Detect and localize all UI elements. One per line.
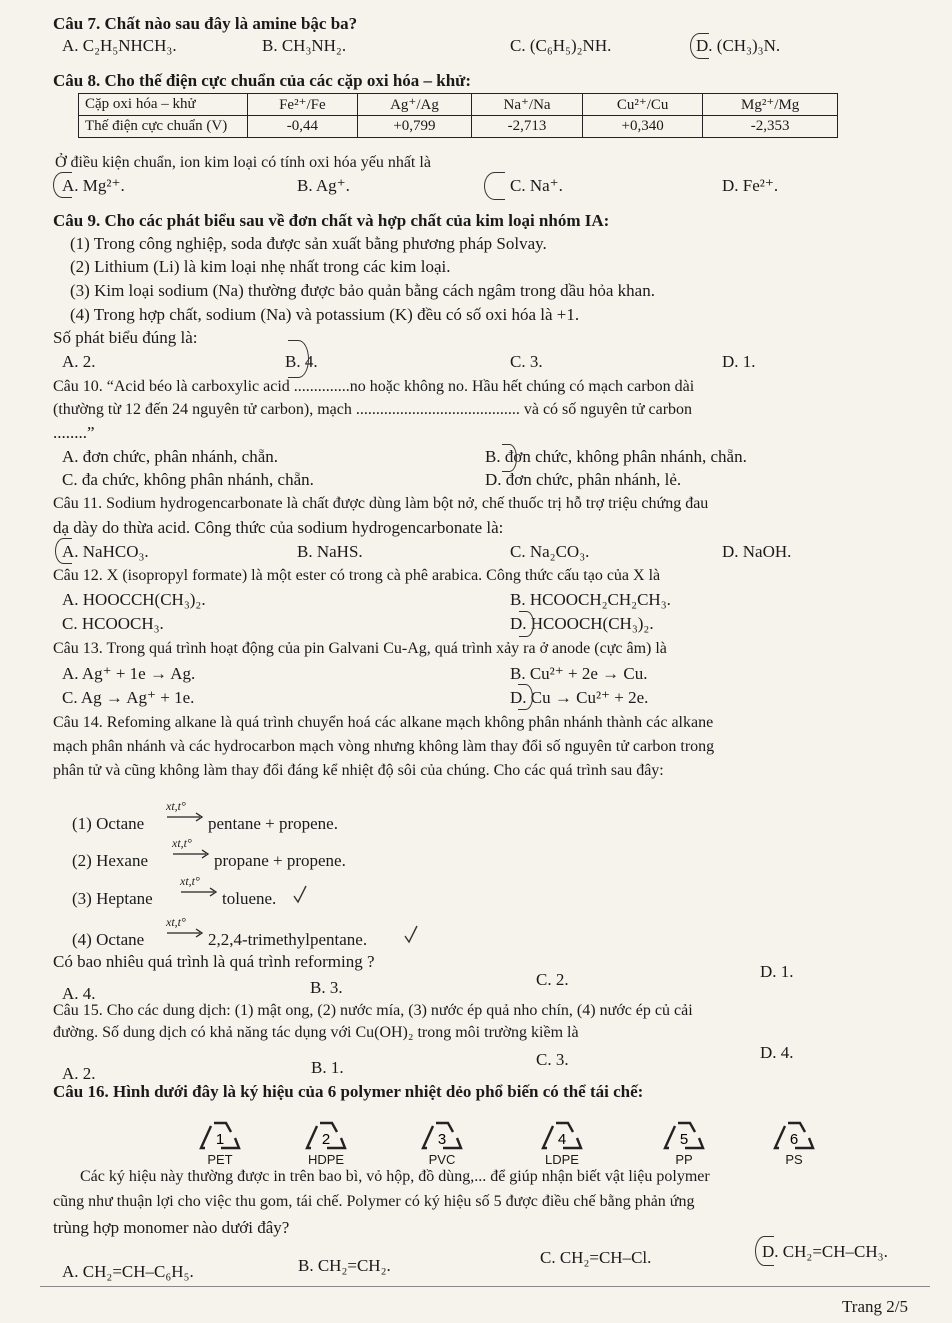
q14-process-1-reactant: (1) Octane xyxy=(72,814,145,833)
recycle-triangle-icon xyxy=(303,1118,349,1154)
q9-option-d[interactable]: D. 1. xyxy=(722,352,756,371)
q16-line-3: trùng hợp monomer nào dưới đây? xyxy=(53,1218,290,1237)
q8-option-c[interactable]: C. Na⁺. xyxy=(510,176,563,195)
symbol-number: 4 xyxy=(557,1131,567,1148)
q8-question: Ở điều kiện chuẩn, ion kim loại có tính oxi hóa yếu nhất là xyxy=(55,154,431,171)
table-cell: -0,44 xyxy=(248,116,358,138)
symbol-label: HDPE xyxy=(307,1152,345,1167)
table-cell: Ag⁺/Ag xyxy=(357,94,471,116)
table-cell: Mg²⁺/Mg xyxy=(703,94,838,116)
symbol-label: PET xyxy=(207,1152,233,1167)
arrow-icon xyxy=(166,808,204,828)
q13-stem: Câu 13. Trong quá trình hoạt động của pin Galvani Cu-Ag, quá trình xảy ra ở anode (cực âm) là xyxy=(53,640,667,657)
q9-option-c[interactable]: C. 3. xyxy=(510,352,543,371)
q15-line-1: Câu 15. Cho các dung dịch: (1) mật ong, (2) nước mía, (3) nước ép quả nho chín, (4) nước ép củ cải xyxy=(53,1002,693,1019)
q14-option-a[interactable]: A. 4. xyxy=(62,984,96,1003)
q11-option-b[interactable]: B. NaHS. xyxy=(297,542,363,561)
q9-option-a[interactable]: A. 2. xyxy=(62,352,96,371)
q10-option-b[interactable]: B. đơn chức, không phân nhánh, chẵn. xyxy=(485,447,747,466)
q11-option-d[interactable]: D. NaOH. xyxy=(722,542,792,561)
arrow-icon xyxy=(166,924,204,944)
q14-process-4-reactant: (4) Octane xyxy=(72,930,145,949)
recycle-symbol-pet xyxy=(190,1118,250,1167)
q7-option-d[interactable]: D. (CH₃)₃N. xyxy=(696,36,781,55)
recycle-triangle-icon xyxy=(661,1118,707,1154)
q11-option-a[interactable]: A. NaHCO₃. xyxy=(62,542,149,561)
footer-divider xyxy=(40,1286,930,1287)
arrow-icon xyxy=(180,883,218,903)
q14-line-3: phân tử và cũng không làm thay đổi đáng kể nhiệt độ sôi của chúng. Cho các quá trình sau đây: xyxy=(53,762,664,779)
table-cell: Cu²⁺/Cu xyxy=(582,94,702,116)
recycle-symbol-pp xyxy=(654,1118,714,1167)
symbol-number: 5 xyxy=(679,1131,689,1148)
electrode-potential-table xyxy=(78,93,838,138)
checkmark-icon xyxy=(292,884,308,909)
q10-option-a[interactable]: A. đơn chức, phân nhánh, chẵn. xyxy=(62,447,279,466)
q10-answer-mark xyxy=(502,444,517,472)
recycle-triangle-icon xyxy=(419,1118,465,1154)
q16-option-c[interactable]: C. CH₂=CH–Cl. xyxy=(540,1248,652,1267)
table-cell: -2,353 xyxy=(703,116,838,138)
arrow-icon xyxy=(172,845,210,865)
q8-option-d[interactable]: D. Fe²⁺. xyxy=(722,176,779,195)
symbol-number: 2 xyxy=(321,1131,331,1148)
q16-option-a[interactable]: A. CH₂=CH–C₆H₅. xyxy=(62,1262,194,1281)
table-row xyxy=(79,116,838,138)
q15-option-c[interactable]: C. 3. xyxy=(536,1050,569,1069)
q7-stem: Câu 7. Chất nào sau đây là amine bậc ba? xyxy=(53,14,358,33)
symbol-label: LDPE xyxy=(545,1152,579,1167)
table-header-cell: Cặp oxi hóa – khử xyxy=(79,94,248,116)
q7-answer-mark xyxy=(690,33,709,59)
q8-option-b[interactable]: B. Ag⁺. xyxy=(297,176,350,195)
recycle-symbol-pvc xyxy=(412,1118,472,1167)
q16-answer-mark xyxy=(755,1236,774,1266)
symbol-label: PS xyxy=(785,1152,803,1167)
q8-stem: Câu 8. Cho thế điện cực chuẩn của các cặp oxi hóa – khử: xyxy=(53,71,472,90)
q16-line-1: Các ký hiệu này thường được in trên bao bì, vỏ hộp, đồ dùng,... để giúp nhận biết vật liệu polymer xyxy=(80,1168,710,1185)
q16-option-d[interactable]: D. CH₂=CH–CH₃. xyxy=(762,1242,888,1261)
q10-line-1: Câu 10. “Acid béo là carboxylic acid ..............no hoặc không no. Hầu hết chúng có mạch carbon dài xyxy=(53,378,695,395)
page-number: Trang 2/5 xyxy=(842,1297,908,1316)
table-cell: +0,799 xyxy=(357,116,471,138)
q10-option-d[interactable]: D. đơn chức, phân nhánh, lẻ. xyxy=(485,470,682,489)
checkmark-icon xyxy=(403,924,419,949)
q11-option-c[interactable]: C. Na₂CO₃. xyxy=(510,542,590,561)
reaction-condition: xt,t° xyxy=(166,915,186,929)
q14-line-2: mạch phân nhánh và các hydrocarbon mạch vòng nhưng không làm thay đổi số nguyên tử carbon trong xyxy=(53,738,715,755)
recycle-symbol-hdpe xyxy=(296,1118,356,1167)
q14-process-3-reactant: (3) Heptane xyxy=(72,889,153,908)
recycle-triangle-icon xyxy=(771,1118,817,1154)
q12-stem: Câu 12. X (isopropyl formate) là một ester có trong cà phê arabica. Công thức cấu tạo của X là xyxy=(53,567,661,584)
table-cell: +0,340 xyxy=(582,116,702,138)
q8-mark xyxy=(484,172,505,200)
q14-process-2-products: propane + propene. xyxy=(214,851,346,870)
q9-statement-4: (4) Trong hợp chất, sodium (Na) và potassium (K) đều có số oxi hóa là +1. xyxy=(70,305,580,324)
q14-option-b[interactable]: B. 3. xyxy=(310,978,343,997)
q14-process-2-reactant: (2) Hexane xyxy=(72,851,148,870)
q14-question: Có bao nhiêu quá trình là quá trình reforming ? xyxy=(53,952,375,971)
q12-option-a[interactable]: A. HOOCCH(CH₃)₂. xyxy=(62,590,206,609)
recycle-triangle-icon xyxy=(539,1118,585,1154)
q9-count: Số phát biểu đúng là: xyxy=(53,328,198,347)
reaction-condition: xt,t° xyxy=(166,799,186,813)
table-cell: Fe²⁺/Fe xyxy=(248,94,358,116)
table-row xyxy=(79,94,838,116)
q12-option-d[interactable]: D. HCOOCH(CH₃)₂. xyxy=(510,614,654,633)
q14-process-1-products: pentane + propene. xyxy=(208,814,338,833)
q15-line-2: đường. Số dung dịch có khả năng tác dụng với Cu(OH)₂ trong môi trường kiềm là xyxy=(53,1024,579,1041)
q8-mark xyxy=(53,172,72,198)
q13-answer-mark xyxy=(518,684,533,710)
q13-option-b[interactable]: B. Cu²⁺ + 2e → Cu. xyxy=(510,664,648,683)
q7-option-b[interactable]: B. CH₃NH₂. xyxy=(262,36,347,55)
q15-option-d[interactable]: D. 4. xyxy=(760,1043,794,1062)
q7-option-a[interactable]: A. C₂H₅NHCH₃. xyxy=(62,36,177,55)
q14-process-4-products: 2,2,4-trimethylpentane. xyxy=(208,930,368,949)
q10-option-c[interactable]: C. đa chức, không phân nhánh, chẵn. xyxy=(62,470,314,489)
q16-option-b[interactable]: B. CH₂=CH₂. xyxy=(298,1256,391,1275)
q16-stem xyxy=(53,1082,643,1102)
q8-option-a[interactable]: A. Mg²⁺. xyxy=(62,176,125,195)
q9-option-b[interactable]: B. 4. xyxy=(285,352,318,371)
q12-answer-mark xyxy=(519,611,534,637)
symbol-number: 6 xyxy=(789,1131,799,1148)
q9-statement-1: (1) Trong công nghiệp, soda được sản xuất bằng phương pháp Solvay. xyxy=(70,234,547,253)
recycle-symbol-ldpe xyxy=(532,1118,592,1167)
q11-line-1: Câu 11. Sodium hydrogencarbonate là chất được dùng làm bột nở, chế thuốc trị hỗ trợ triệu chứng đau xyxy=(53,495,709,512)
q13-option-c[interactable]: C. Ag → Ag⁺ + 1e. xyxy=(62,688,195,707)
symbol-number: 3 xyxy=(437,1131,447,1148)
q9-statement-2: (2) Lithium (Li) là kim loại nhẹ nhất trong các kim loại. xyxy=(70,257,451,276)
symbol-label: PP xyxy=(675,1152,693,1167)
q11-line-2: dạ dày do thừa acid. Công thức của sodium hydrogencarbonate là: xyxy=(53,518,504,537)
q16-stem-text: Câu 16. Hình dưới đây là ký hiệu của 6 polymer nhiệt dẻo phổ biến có thể tái chế: xyxy=(53,1082,644,1101)
q14-option-d[interactable]: D. 1. xyxy=(760,962,794,981)
q15-option-b[interactable]: B. 1. xyxy=(311,1058,344,1077)
q14-option-c[interactable]: C. 2. xyxy=(536,970,569,989)
recycle-triangle-icon xyxy=(197,1118,243,1154)
reaction-condition: xt,t° xyxy=(180,874,200,888)
q7-option-c[interactable]: C. (C₆H₅)₂NH. xyxy=(510,36,612,55)
q11-answer-mark xyxy=(55,538,72,564)
reaction-condition: xt,t° xyxy=(172,836,192,850)
q16-line-2: cũng như thuận lợi cho việc thu gom, tái chế. Polymer có ký hiệu số 5 được điều chế bằng phản ứng xyxy=(53,1193,695,1210)
q14-line-1: Câu 14. Refoming alkane là quá trình chuyển hoá các alkane mạch không phân nhánh thành các alkane xyxy=(53,714,714,731)
symbol-label: PVC xyxy=(428,1152,456,1167)
table-cell: -2,713 xyxy=(472,116,583,138)
table-header-cell: Thế điện cực chuẩn (V) xyxy=(79,116,248,138)
q15-option-a[interactable]: A. 2. xyxy=(62,1064,96,1083)
q13-option-d[interactable]: D. Cu → Cu²⁺ + 2e. xyxy=(510,688,649,707)
table-cell: Na⁺/Na xyxy=(472,94,583,116)
symbol-number: 1 xyxy=(215,1131,225,1148)
q9-statement-3: (3) Kim loại sodium (Na) thường được bảo quản bằng cách ngâm trong dầu hỏa khan. xyxy=(70,281,655,300)
q14-process-3-products: toluene. xyxy=(222,889,277,908)
q9-stem-text: Câu 9. Cho các phát biểu sau về đơn chất và hợp chất của kim loại nhóm IA: xyxy=(53,211,610,230)
q12-option-c[interactable]: C. HCOOCH₃. xyxy=(62,614,164,633)
q9-stem xyxy=(53,211,609,231)
q13-option-a[interactable]: A. Ag⁺ + 1e → Ag. xyxy=(62,664,196,683)
q10-line-3: ........” xyxy=(53,423,95,442)
q12-option-b[interactable]: B. HCOOCH₂CH₂CH₃. xyxy=(510,590,671,609)
q10-line-2: (thường từ 12 đến 24 nguyên tử carbon), mạch ......................................... và có số nguyên tử carbon xyxy=(53,401,693,418)
recycle-symbol-ps xyxy=(764,1118,824,1167)
q9-answer-mark xyxy=(288,340,309,378)
